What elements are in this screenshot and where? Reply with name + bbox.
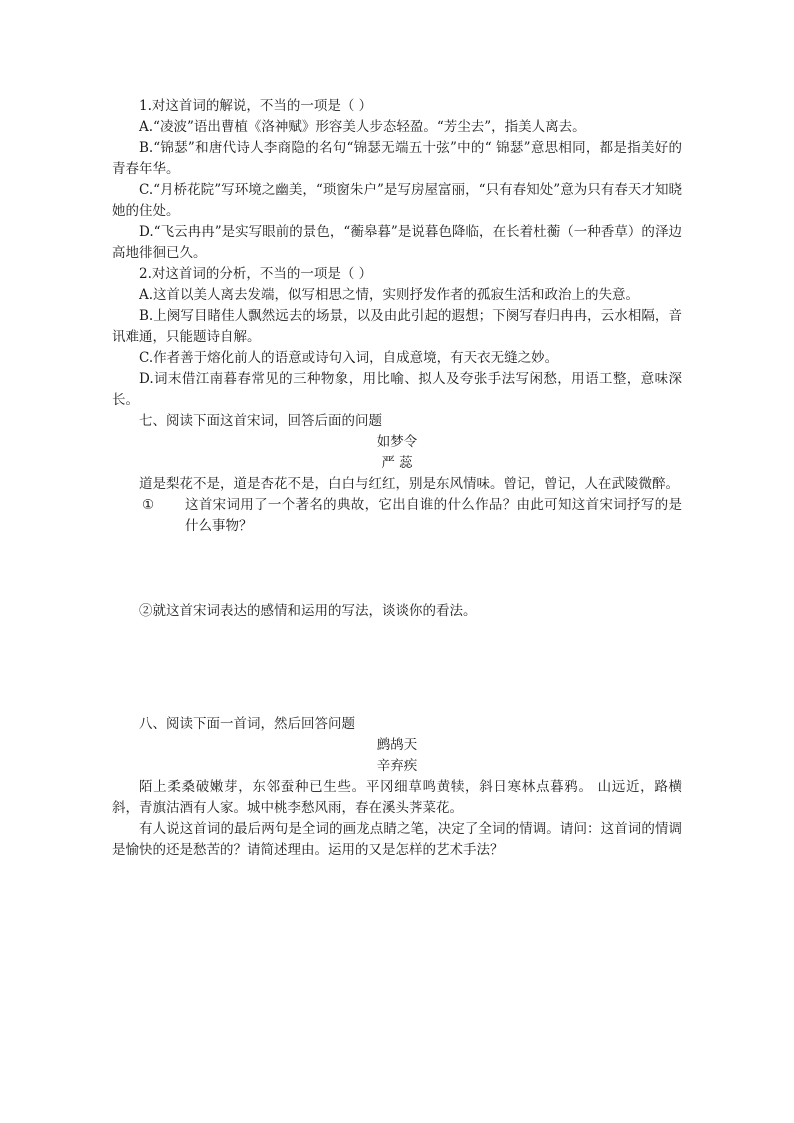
section-8-question: 有人说这首词的最后两句是全词的画龙点睛之笔，决定了全词的情调。请问：这首词的情调是愉快的还是愁苦的？请简述理由。运用的又是怎样的艺术手法？ — [112, 821, 682, 858]
section-8-heading: 八、阅读下面一首词，然后回答问题 — [139, 716, 355, 732]
section-7-subquestion-1 — [112, 495, 682, 537]
subquestion-1-number: ① — [142, 497, 155, 513]
question-2: 2.对这首词的分析，不当的一项是（ ） — [139, 266, 373, 282]
subquestion-1-text: 这首宋词用了一个著名的典故，它出自谁的什么作品？由此可知这首宋词抒写的是什么事物？ — [185, 497, 682, 534]
section-8-poem-title: 鹧鸪天 — [376, 737, 418, 753]
section-7-poem-title: 如梦令 — [376, 434, 418, 450]
question-2-option-b: B.上阕写目睹佳人飘然远去的场景，以及由此引起的遐想；下阕写春归冉冉，云水相隔，音讯难通，只能题诗自解。 — [112, 308, 682, 345]
question-1-option-d: D.“飞云冉冉”是实写眼前的景色，“蘅皋暮”是说暮色降临，在长着杜蘅（一种香草）的泽边高地徘徊已久。 — [112, 224, 682, 261]
section-8-poem-author: 辛弃疾 — [376, 758, 418, 774]
section-7-heading: 七、阅读下面这首宋词，回答后面的问题 — [139, 413, 382, 429]
question-2-option-a: A.这首以美人离去发端，似写相思之情，实则抒发作者的孤寂生活和政治上的失意。 — [139, 287, 640, 303]
section-7-subquestion-2: ②就这首宋词表达的感情和运用的写法，谈谈你的看法。 — [139, 603, 477, 619]
section-8-poem-text: 陌上柔桑破嫩芽，东邻蚕种已生些。平冈细草鸣黄犊，斜日寒林点暮鸦。 山远近，路横斜，青旗沽酒有人家。城中桃李愁风雨，春在溪头荠菜花。 — [112, 779, 682, 816]
question-1-option-b: B.“锦瑟”和唐代诗人李商隐的名句“锦瑟无端五十弦”中的“ 锦瑟”意思相同，都是指美好的青春年华。 — [112, 140, 682, 177]
section-7-poem-author: 严 蕊 — [381, 455, 413, 471]
answer-space-2 — [112, 622, 682, 714]
question-1-option-c: C.“月桥花院”写环境之幽美，“琐窗朱户”是写房屋富丽，“只有春知处”意为只有春天才知晓她的住处。 — [112, 182, 682, 219]
question-2-option-c: C.作者善于熔化前人的语意或诗句入词，自成意境，有天衣无缝之妙。 — [139, 350, 559, 366]
answer-space-1 — [112, 537, 682, 601]
question-1: 1.对这首词的解说，不当的一项是（ ） — [139, 98, 373, 114]
question-2-option-d: D.词末借江南暮春常见的三种物象，用比喻、拟人及夸张手法写闲愁，用语工整，意味深长。 — [112, 371, 682, 408]
section-7-poem-text: 道是梨花不是，道是杏花不是，白白与红红，别是东风情味。曾记，曾记，人在武陵微醉。 — [139, 476, 679, 492]
question-1-option-a: A.“凌波”语出曹植《洛神赋》形容美人步态轻盈。“芳尘去”，指美人离去。 — [139, 119, 586, 135]
document-content — [112, 96, 682, 861]
